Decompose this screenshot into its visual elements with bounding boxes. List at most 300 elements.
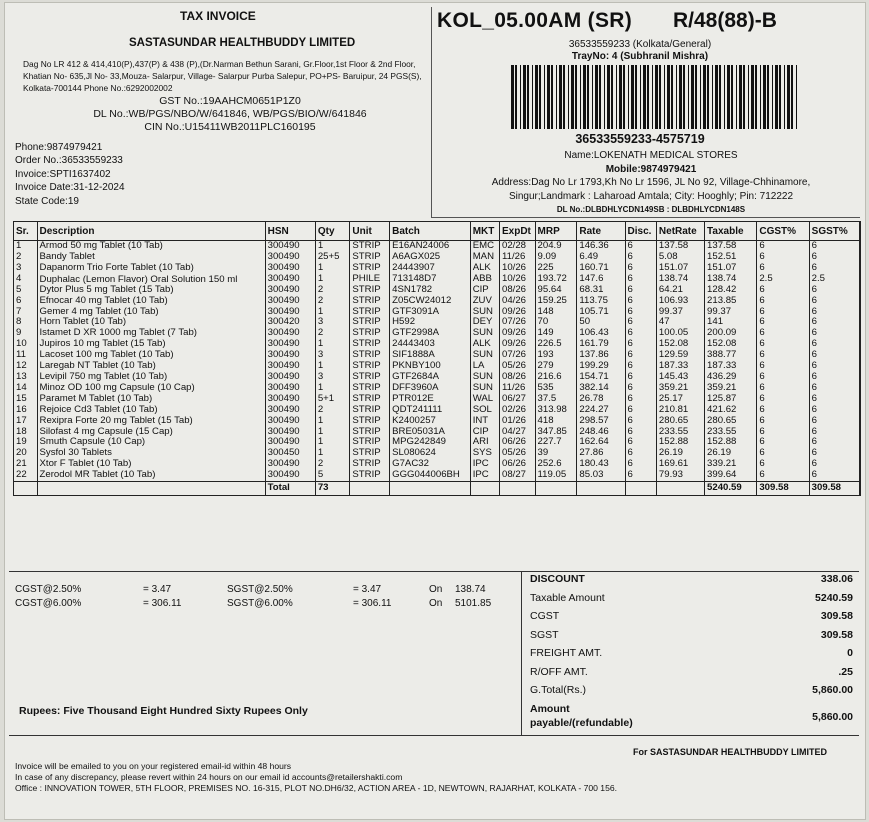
table-row [14, 405, 860, 416]
table-cell: PKNBY100 [390, 361, 471, 372]
table-cell: 6 [757, 361, 809, 372]
table-cell: 193.72 [535, 274, 577, 285]
table-cell: SYS [470, 448, 499, 459]
barcode-bar [611, 65, 613, 129]
table-cell: 9.09 [535, 252, 577, 263]
table-row [14, 274, 860, 285]
table-cell: 08/26 [499, 372, 535, 383]
barcode-bar [623, 65, 625, 129]
table-cell: 11 [14, 350, 37, 361]
table-cell: 6 [625, 339, 656, 350]
table-cell: 6 [809, 241, 859, 252]
table-cell: CIP [470, 285, 499, 296]
table-cell: 2.5 [757, 274, 809, 285]
table-cell: 6 [625, 361, 656, 372]
table-cell: 5+1 [315, 394, 350, 405]
table-cell: 7 [14, 307, 37, 318]
table-cell: Z05CW24012 [390, 296, 471, 307]
table-cell: 11/26 [499, 252, 535, 263]
barcode-bar [635, 65, 637, 129]
table-cell: Zerodol MR Tablet (10 Tab) [37, 470, 265, 481]
table-cell: 300490 [265, 416, 315, 427]
table-cell: 26.19 [656, 448, 704, 459]
barcode-bar [523, 65, 526, 129]
table-cell: 6 [625, 263, 656, 274]
table-cell: 26.78 [577, 394, 625, 405]
table-cell: 300490 [265, 470, 315, 481]
table-cell: Levipil 750 mg Tablet (10 Tab) [37, 372, 265, 383]
total-cell [390, 482, 471, 496]
barcode-bar [767, 65, 769, 129]
table-cell: 137.58 [656, 241, 704, 252]
table-cell: 6 [757, 317, 809, 328]
table-cell: 05/26 [499, 448, 535, 459]
table-cell: 6 [809, 252, 859, 263]
barcode-bar [631, 65, 634, 129]
table-cell: 1 [14, 241, 37, 252]
table-row [14, 416, 860, 427]
table-cell: SUN [470, 328, 499, 339]
table-cell: Jupiros 10 mg Tablet (15 Tab) [37, 339, 265, 350]
table-cell: 6 [757, 427, 809, 438]
total-cell [470, 482, 499, 496]
table-cell: 5.08 [656, 252, 704, 263]
table-cell: 152.08 [705, 339, 757, 350]
footer-line-2: In case of any discrepancy, please revert within 24 hours on our email id accounts@retailershakti.com [15, 772, 403, 782]
table-cell: 1 [315, 274, 350, 285]
table-cell: STRIP [350, 296, 390, 307]
table-cell: 3 [315, 317, 350, 328]
table-cell: 1 [315, 437, 350, 448]
table-cell: 6 [625, 394, 656, 405]
table-cell: 6 [625, 252, 656, 263]
cgst-row: CGST 309.58 [530, 610, 853, 622]
roff-row: R/OFF AMT. .25 [530, 665, 853, 678]
table-cell: 08/26 [499, 285, 535, 296]
table-cell: 6 [757, 339, 809, 350]
table-cell: 5 [315, 470, 350, 481]
table-cell: 300490 [265, 285, 315, 296]
barcode-bar [691, 65, 694, 129]
table-row [14, 470, 860, 481]
barcode-bar [580, 65, 581, 129]
table-cell: PTR012E [390, 394, 471, 405]
table-cell: STRIP [350, 383, 390, 394]
barcode-bar [535, 65, 538, 129]
table-cell: 226.5 [535, 339, 577, 350]
barcode-bar [556, 65, 557, 129]
table-cell: 161.79 [577, 339, 625, 350]
table-cell: Minoz OD 100 mg Capsule (10 Cap) [37, 383, 265, 394]
table-cell: 300490 [265, 437, 315, 448]
table-cell: 6 [625, 274, 656, 285]
table-cell: 20 [14, 448, 37, 459]
barcode-bar [568, 65, 569, 129]
table-cell: 248.46 [577, 427, 625, 438]
table-cell: Duphalac (Lemon Flavor) Oral Solution 150 ml [37, 274, 265, 285]
table-cell: 300450 [265, 448, 315, 459]
table-cell: 17 [14, 416, 37, 427]
phone: Phone:9874979421 [15, 142, 103, 153]
table-cell: 47 [656, 317, 704, 328]
table-cell: 6 [757, 416, 809, 427]
table-cell: 6 [625, 459, 656, 470]
table-cell: STRIP [350, 263, 390, 274]
table-cell: DFF3960A [390, 383, 471, 394]
table-cell: 6 [757, 296, 809, 307]
barcode-bar [667, 65, 670, 129]
table-cell: E16AN24006 [390, 241, 471, 252]
total-cell [656, 482, 704, 496]
barcode-bar [703, 65, 706, 129]
table-cell: 300490 [265, 427, 315, 438]
table-cell: 2 [315, 285, 350, 296]
table-cell: Rexipra Forte 20 mg Tablet (15 Tab) [37, 416, 265, 427]
barcode-bar [787, 65, 790, 129]
table-cell: 1 [315, 427, 350, 438]
company-address: Dag No LR 412 & 414,410(P),437(P) & 438 (P),(Dr.Narman Bethun Sarani, Gr.Floor,1st Floor & 2nd Floor, Khatian No- 635,Jl No- 33,Mouza- Salarpur, Village- Salarpur Purba Salepur, PO+PS- Baruipur, 24 PGS(S), Kolkata-700144 Phone No.:6292002002 [23, 59, 422, 93]
table-cell: 147.6 [577, 274, 625, 285]
table-cell: Efnocar 40 mg Tablet (10 Tab) [37, 296, 265, 307]
table-cell: STRIP [350, 361, 390, 372]
table-row [14, 252, 860, 263]
table-cell: 09/26 [499, 328, 535, 339]
state-code: State Code:19 [15, 195, 79, 207]
table-row [14, 394, 860, 405]
table-cell: 300490 [265, 263, 315, 274]
table-cell: 09/26 [499, 307, 535, 318]
table-cell: 199.29 [577, 361, 625, 372]
table-cell: 154.71 [577, 372, 625, 383]
table-cell: Sysfol 30 Tablets [37, 448, 265, 459]
table-cell: K2400257 [390, 416, 471, 427]
table-cell: 137.58 [705, 241, 757, 252]
table-cell: QDT241111 [390, 405, 471, 416]
table-cell: STRIP [350, 350, 390, 361]
table-cell: 2 [315, 296, 350, 307]
table-cell: 6 [809, 470, 859, 481]
table-cell: STRIP [350, 470, 390, 481]
barcode-bar [760, 65, 761, 129]
table-cell: Istamet D XR 1000 mg Tablet (7 Tab) [37, 328, 265, 339]
barcode-bar [724, 65, 725, 129]
table-cell: 64.21 [656, 285, 704, 296]
table-cell: 6 [625, 296, 656, 307]
total-cell [37, 482, 265, 496]
table-cell: STRIP [350, 416, 390, 427]
for-company: For SASTASUNDAR HEALTHBUDDY LIMITED [633, 747, 827, 757]
barcode-bar [779, 65, 781, 129]
table-cell: 6 [625, 307, 656, 318]
table-cell: 6 [625, 427, 656, 438]
column-header: CGST% [757, 222, 809, 241]
table-cell: 14 [14, 383, 37, 394]
table-cell: 129.59 [656, 350, 704, 361]
table-row [14, 383, 860, 394]
table-cell: 399.64 [705, 470, 757, 481]
table-cell: IPC [470, 459, 499, 470]
barcode-bar [652, 65, 653, 129]
table-row [14, 328, 860, 339]
table-row [14, 372, 860, 383]
table-cell: 07/26 [499, 317, 535, 328]
table-cell: SUN [470, 350, 499, 361]
table-cell: 6 [809, 427, 859, 438]
table-cell: 6.49 [577, 252, 625, 263]
table-cell: 6 [757, 405, 809, 416]
table-cell: 6 [809, 317, 859, 328]
table-cell: 95.64 [535, 285, 577, 296]
table-cell: 535 [535, 383, 577, 394]
table-cell: STRIP [350, 241, 390, 252]
table-cell: WAL [470, 394, 499, 405]
table-row [14, 285, 860, 296]
table-cell: LA [470, 361, 499, 372]
table-cell: 85.03 [577, 470, 625, 481]
table-cell: 1 [315, 416, 350, 427]
table-cell: 06/27 [499, 394, 535, 405]
table-cell: 07/26 [499, 350, 535, 361]
table-cell: GGG044006BH [390, 470, 471, 481]
barcode-bar [683, 65, 685, 129]
table-cell: 225 [535, 263, 577, 274]
table-cell: 25.17 [656, 394, 704, 405]
table-cell: 6 [625, 372, 656, 383]
column-header: Sr. [14, 222, 37, 241]
ship-to-dl: DL No.:DLBDHLYCDN149SB : DLBDHLYCDN148S [556, 205, 746, 214]
table-cell: G7AC32 [390, 459, 471, 470]
table-cell: 187.33 [656, 361, 704, 372]
cin-number: CIN No.:U15411WB2011PLC160195 [144, 121, 316, 133]
table-cell: STRIP [350, 459, 390, 470]
table-cell: 160.71 [577, 263, 625, 274]
table-cell: STRIP [350, 394, 390, 405]
barcode-bar [544, 65, 545, 129]
barcode-bar [599, 65, 601, 129]
table-cell: 300490 [265, 459, 315, 470]
invoice-paper: TAX INVOICE SASTASUNDAR HEALTHBUDDY LIMITED Dag No LR 412 & 414,410(P),437(P) & 438 (P),(Dr.Narman Bethun Sarani, Gr.Floor,1st Floor & 2nd Floor, Khatian No- 635,Jl No- 33,Mouza- Salarpur, Village- Salarpur Purba Salepur, PO+PS- Baruipur, 24 PGS(S), Kolkata-700144 Phone No.:6292002002 GST No.:19AAHCM0651P1Z0 DL No.:WB/PGS/NBO/W/641846, WB/PGS/BIO/W/641846 CIN No.:U15411WB2011PLC160195 Phone:9874979421 Order No.:36533559233 Invoice:SPTI1637402 Invoice Date:31-12-2024 State Code:19 KOL_05.00AM (SR) R/48(88)-B 36533559233 (Kolkata/General) TrayNo: 4 (Subhranil Mishra) 36533559233-4575719 Name:LOKENATH MEDICAL STORES Mobile:9874979421 Address:Dag No Lr 1793,Kh No Lr 1596, JL No 92, Village-Chhinamore, Singur;Landmark : Laharoad Amtala; City: Hooghly; Pin: 712222 DL No.:DLBDHLYCDN149SB : DLBDHLYCDN148S Sr. Description HSN Qty Unit Batch MKT ExpDt MRP Rate Disc. NetRate Taxable CGST% SGST% 1 Armod 50 mg Tablet (10 Tab) 300490 1 STRIP E16AN24006 EMC 02/28 204.9 146.36 6 137.58 137.58 6 6 2 Bandy Tablet 300490 25+5 STRIP A6AGX025 MAN 11/26 9.09 6.49 6 5.08 152.51 6 6 3 Dapanorm Trio Forte Tablet (10 Tab) 300490 1 STRIP 24443907 ALK 10/26 225 160.71 6 151.07 151.07 6 6 4 Duphalac (Lemon Flavor) Oral Solution 150 ml 300490 1 PHILE 713148D7 ABB 10/26 193.72 147.6 6 138.74 138.74 2.5 2.5 5 Dytor Plus 5 mg Tablet (15 Tab) 300490 2 STRIP 4SN1782 CIP 08/26 95.64 68.31 6 64.21 128.42 6 6 6 Efnocar 40 mg Tablet (10 Tab) 300490 2 STRIP Z05CW24012 ZUV 04/26 159.25 113.75 6 106.93 213.85 6 6 7 Gemer 4 mg Tablet (10 Tab) 300490 1 STRIP GTF3091A SUN 09/26 148 105.71 6 99.37 99.37 6 6 8 Horn Tablet (10 Tab) 300420 3 STRIP H592 DEY 07/26 70 50 6 47 141 6 6 9 Istamet D XR 1000 mg Tablet (7 Tab) 300490 2 STRIP GTF2998A SUN 09/26 149 106.43 6 100.05 200.09 6 6 10 Jupiros 10 mg Tablet (15 Tab) 300490 1 STRIP 24443403 ALK 09/26 226.5 161.79 6 152.08 152.08 6 6 11 Lacoset 100 mg Tablet (10 Tab) 300490 3 STRIP SIF1888A SUN 07/26 193 137.86 6 129.59 388.77 6 6 12 Laregab NT Tablet (10 Tab) 300490 1 STRIP PKNBY100 LA 05/26 279 199.29 6 187.33 187.33 6 6 13 Levipil 750 mg Tablet (10 Tab) 300490 3 STRIP GTF2684A SUN 08/26 216.6 154.71 6 145.43 436.29 6 6 14 Minoz OD 100 mg Capsule (10 Cap) 300490 1 STRIP DFF3960A SUN 11/26 535 382.14 6 359.21 359.21 6 6 15 Paramet M Tablet (10 Tab) 300490 5+1 STRIP PTR012E WAL 06/27 37.5 26.78 6 25.17 125.87 6 6 16 Rejoice Cd3 Tablet (10 Tab) 300490 2 STRIP QDT241111 SOL 02/26 313.98 224.27 6 210.81 421.62 6 6 17 Rexipra Forte 20 mg Tablet (15 Tab) 300490 1 STRIP K2400257 INT 01/26 418 298.57 6 280.65 280.65 6 6 18 Silofast 4 mg Capsule (15 Cap) 300490 1 STRIP BRE05031A CIP 04/27 347.85 248.46 6 233.55 233.55 6 6 19 Smuth Capsule (10 Cap) 300490 1 STRIP MPG242849 ARI 06/26 227.7 162.64 6 152.88 152.88 6 6 20 Sysfol 30 Tablets 300450 1 STRIP SL080624 SYS 05/26 39 27.86 6 26.19 26.19 6 6 21 Xtor F Tablet (10 Tab) 300490 2 STRIP G7AC32 IPC 06/26 252.6 180.43 6 169.61 339.21 6 6 22 Zerodol MR Tablet (10 Tab) 300490 5 STRIP GGG044006BH IPC 08/27 119.05 85.03 6 79.93 399.64 6 6 Total 73 5240.59 309.58 309.58 CGST@2.50% = 3.47 SGST@2.50% = 3.47 On 138.74 CGST@6.00% = 306.11 SGST@6.00% = 306.11 On 5101.85 DISCOUNT 338.06 Taxable Amount 5240.59 CGST 309.58 SGST 309.58 FREIGHT AMT. 0 R/OFF AMT. .25 G.Total(Rs.) 5,860.00 Amount payable/(refundable) 5,860.00 Rupees: Five Thousand Eight Hundred Sixty Rupees Only For SASTASUNDAR HEALTHBUDDY LIMITED Invoice will be emailed to you on your registered email-id within 48 hours In case of any discrepancy, please revert within 24 hours on our email id accounts@retailershakti.com Office : INNOVATION TOWER, 5TH FLOOR, PREMISES NO. 16-315, PLOT NO.DH6/32, ACTION AREA - 1D, NEWTOWN, RAJARHAT, KOLKATA - 700 156. [4, 2, 866, 820]
table-cell: 382.14 [577, 383, 625, 394]
ship-to-name: Name:LOKENATH MEDICAL STORES [564, 150, 738, 161]
table-cell: STRIP [350, 437, 390, 448]
barcode-bar [515, 65, 517, 129]
table-cell: 6 [809, 350, 859, 361]
table-cell: 6 [757, 241, 809, 252]
table-cell: 146.36 [577, 241, 625, 252]
table-cell: 16 [14, 405, 37, 416]
table-cell: 4SN1782 [390, 285, 471, 296]
table-cell: 6 [625, 470, 656, 481]
table-cell: 70 [535, 317, 577, 328]
table-cell: 300490 [265, 339, 315, 350]
table-cell: 300490 [265, 350, 315, 361]
table-cell: STRIP [350, 285, 390, 296]
barcode-bar [527, 65, 529, 129]
table-cell: 24443907 [390, 263, 471, 274]
column-header: MRP [535, 222, 577, 241]
barcode-bar [715, 65, 718, 129]
table-cell: 6 [809, 372, 859, 383]
barcode-bar [655, 65, 658, 129]
barcode-bar [748, 65, 749, 129]
table-cell: STRIP [350, 427, 390, 438]
table-cell: STRIP [350, 372, 390, 383]
table-cell: Silofast 4 mg Capsule (15 Cap) [37, 427, 265, 438]
table-cell: 152.51 [705, 252, 757, 263]
table-cell: 3 [315, 372, 350, 383]
table-cell: 6 [757, 383, 809, 394]
barcode-bar [784, 65, 785, 129]
table-cell: MAN [470, 252, 499, 263]
table-cell: 193 [535, 350, 577, 361]
table-cell: 1 [315, 361, 350, 372]
table-cell: 252.6 [535, 459, 577, 470]
barcode-bar [628, 65, 629, 129]
table-cell: 99.37 [705, 307, 757, 318]
barcode-bar [592, 65, 593, 129]
table-cell: A6AGX025 [390, 252, 471, 263]
barcode-bar [736, 65, 737, 129]
table-cell: 10/26 [499, 274, 535, 285]
table-cell: 6 [757, 307, 809, 318]
table-cell: 300490 [265, 361, 315, 372]
table-cell: 204.9 [535, 241, 577, 252]
table-cell: 6 [757, 459, 809, 470]
table-cell: 300490 [265, 307, 315, 318]
total-cell [625, 482, 656, 496]
table-cell: 01/26 [499, 416, 535, 427]
table-cell: STRIP [350, 405, 390, 416]
barcode-bar [743, 65, 745, 129]
barcode-bar [607, 65, 610, 129]
table-cell: 79.93 [656, 470, 704, 481]
table-cell: 6 [809, 459, 859, 470]
table-cell: 300490 [265, 372, 315, 383]
barcode-bar [547, 65, 550, 129]
table-cell: 2 [14, 252, 37, 263]
table-cell: 10/26 [499, 263, 535, 274]
table-row [14, 350, 860, 361]
barcode-bar [563, 65, 565, 129]
table-row [14, 241, 860, 252]
total-cell [350, 482, 390, 496]
table-cell: 11/26 [499, 383, 535, 394]
table-cell: ALK [470, 339, 499, 350]
table-cell: 02/26 [499, 405, 535, 416]
table-cell: Armod 50 mg Tablet (10 Tab) [37, 241, 265, 252]
table-cell: 6 [625, 241, 656, 252]
barcode-bar [772, 65, 773, 129]
total-cell: 309.58 [757, 482, 809, 496]
total-cell: Total [265, 482, 315, 496]
table-cell: 152.88 [656, 437, 704, 448]
table-cell: 10 [14, 339, 37, 350]
table-cell: 25+5 [315, 252, 350, 263]
table-cell: 21 [14, 459, 37, 470]
dl-number: DL No.:WB/PGS/NBO/W/641846, WB/PGS/BIO/W/641846 [93, 108, 367, 120]
table-cell: H592 [390, 317, 471, 328]
table-cell: 6 [757, 394, 809, 405]
table-cell: 2 [315, 405, 350, 416]
table-cell: 313.98 [535, 405, 577, 416]
table-cell: 300490 [265, 383, 315, 394]
barcode-bar [671, 65, 673, 129]
table-cell: Paramet M Tablet (10 Tab) [37, 394, 265, 405]
table-cell: 6 [625, 350, 656, 361]
table-cell: 162.64 [577, 437, 625, 448]
barcode-bar [571, 65, 574, 129]
table-cell: 1 [315, 241, 350, 252]
table-cell: 300490 [265, 252, 315, 263]
table-cell: 300490 [265, 405, 315, 416]
table-cell: 99.37 [656, 307, 704, 318]
table-cell: 6 [809, 448, 859, 459]
table-cell: 125.87 [705, 394, 757, 405]
gst-number: GST No.:19AAHCM0651P1Z0 [159, 95, 301, 107]
total-cell [499, 482, 535, 496]
barcode-bar [775, 65, 778, 129]
table-cell: 68.31 [577, 285, 625, 296]
barcode-bar [751, 65, 754, 129]
discount-row: DISCOUNT 338.06 [530, 573, 853, 585]
table-cell: 6 [757, 285, 809, 296]
ship-to-block [441, 149, 861, 217]
table-cell: STRIP [350, 328, 390, 339]
barcode-bar [739, 65, 742, 129]
barcode-bar [731, 65, 733, 129]
footer-line-1: Invoice will be emailed to you on your registered email-id within 48 hours [15, 761, 292, 771]
order-info [15, 141, 125, 208]
table-cell: STRIP [350, 448, 390, 459]
table-cell: 300490 [265, 274, 315, 285]
table-cell: 6 [757, 372, 809, 383]
table-cell: 6 [757, 448, 809, 459]
table-cell: Dapanorm Trio Forte Tablet (10 Tab) [37, 263, 265, 274]
column-header: Unit [350, 222, 390, 241]
table-cell: SUN [470, 383, 499, 394]
table-cell: 4 [14, 274, 37, 285]
ship-to-mobile: Mobile:9874979421 [605, 163, 697, 175]
company-name: SASTASUNDAR HEALTHBUDDY LIMITED [129, 37, 356, 49]
table-cell: 6 [757, 437, 809, 448]
table-cell: 216.6 [535, 372, 577, 383]
table-cell: 6 [625, 448, 656, 459]
table-cell: 159.25 [535, 296, 577, 307]
table-header-row [14, 222, 860, 241]
table-cell: 300490 [265, 241, 315, 252]
table-cell: STRIP [350, 252, 390, 263]
order-line: 36533559233 (Kolkata/General) [568, 39, 712, 50]
column-header: ExpDt [499, 222, 535, 241]
table-cell: SUN [470, 372, 499, 383]
amount-in-words: Rupees: Five Thousand Eight Hundred Sixty Rupees Only [19, 705, 308, 717]
table-cell: 128.42 [705, 285, 757, 296]
table-cell: STRIP [350, 307, 390, 318]
total-cell [535, 482, 577, 496]
table-cell: ZUV [470, 296, 499, 307]
table-cell: 09/26 [499, 339, 535, 350]
ship-to-address-1: Address:Dag No Lr 1793,Kh No Lr 1596, JL No 92, Village-Chhinamore, [491, 177, 811, 188]
barcode-bar [659, 65, 661, 129]
table-cell: 152.08 [656, 339, 704, 350]
table-cell: 15 [14, 394, 37, 405]
column-header: Disc. [625, 222, 656, 241]
table-cell: 6 [757, 328, 809, 339]
table-cell: 148 [535, 307, 577, 318]
table-cell: 113.75 [577, 296, 625, 307]
column-header: Rate [577, 222, 625, 241]
table-row [14, 263, 860, 274]
